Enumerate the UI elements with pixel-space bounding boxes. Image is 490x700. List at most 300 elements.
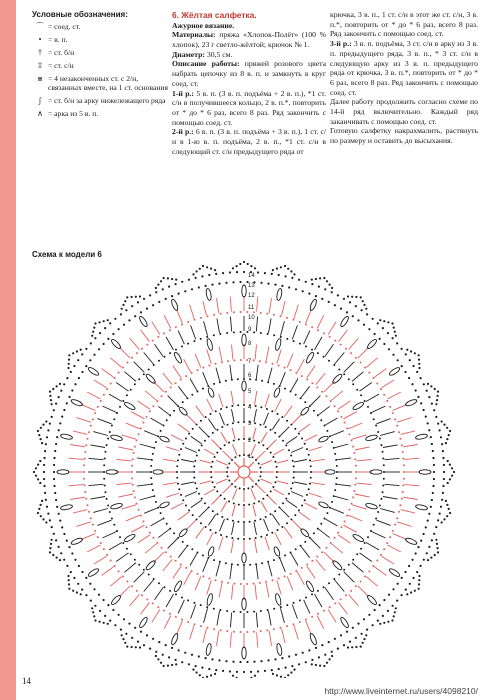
chain-stitch-dot: [85, 577, 87, 579]
chain-stitch-dot: [280, 627, 282, 629]
chain-stitch-dot: [83, 478, 85, 480]
row1-paragraph: [172, 89, 326, 128]
cluster-stitch-mark: [205, 643, 212, 656]
chain-stitch-dot: [78, 565, 80, 567]
chain-stitch-dot: [55, 499, 57, 501]
stitch-mark: [232, 428, 235, 440]
stitch-mark: [280, 508, 289, 517]
chain-stitch-dot: [368, 328, 370, 330]
chain-stitch-dot: [277, 529, 279, 531]
chain-stitch-dot: [428, 546, 430, 548]
stitch-mark: [253, 505, 256, 517]
stitch-mark: [349, 594, 359, 605]
chain-stitch-dot: [260, 630, 262, 632]
chain-stitch-dot: [310, 465, 312, 467]
chain-stitch-dot: [271, 410, 273, 412]
chain-stitch-dot: [380, 388, 382, 390]
chain-stitch-dot: [66, 402, 68, 404]
chain-stitch-dot: [226, 312, 228, 314]
chain-stitch-dot: [186, 397, 188, 399]
edge-picot-dot: [68, 363, 70, 365]
chain-stitch-dot: [155, 291, 157, 293]
edge-picot-dot: [418, 367, 420, 369]
edge-picot-dot: [56, 557, 58, 559]
edge-picot-dot: [167, 665, 169, 667]
stitch-mark: [349, 338, 359, 349]
chain-stitch-dot: [237, 378, 239, 380]
chain-stitch-dot: [328, 641, 330, 643]
chain-stitch-dot: [43, 471, 45, 473]
chain-stitch-dot: [87, 504, 89, 506]
chain-stitch-dot: [331, 651, 333, 653]
chain-stitch-dot: [136, 352, 138, 354]
chain-stitch-dot: [286, 604, 288, 606]
stitch-mark: [287, 354, 293, 368]
edge-picot-dot: [395, 607, 397, 609]
chain-stitch-dot: [138, 564, 140, 566]
chain-stitch-dot: [54, 450, 56, 452]
edge-picot-dot: [38, 434, 40, 436]
chain-stitch-dot: [56, 506, 58, 508]
chain-stitch-dot: [298, 433, 300, 435]
chain-stitch-dot: [313, 532, 315, 534]
chain-stitch-dot: [334, 537, 336, 539]
chain-stitch-dot: [97, 536, 99, 538]
edge-picot-dot: [427, 559, 429, 561]
chain-stitch-dot: [379, 438, 381, 440]
cluster-stitch-mark: [415, 504, 428, 511]
chain-stitch-dot: [377, 322, 379, 324]
chain-stitch-dot: [122, 367, 124, 369]
chain-stitch-dot: [186, 545, 188, 547]
chain-stitch-dot: [153, 447, 155, 449]
chain-stitch-dot: [118, 372, 120, 374]
chain-stitch-dot: [213, 608, 215, 610]
chain-stitch-dot: [349, 509, 351, 511]
chain-stitch-dot: [363, 324, 365, 326]
chain-stitch-dot: [328, 582, 330, 584]
stitch-mark: [207, 399, 213, 412]
stitch-mark: [178, 512, 189, 520]
chain-stitch-dot: [348, 378, 350, 380]
stitch-mark: [77, 418, 91, 423]
chain-stitch-dot: [320, 419, 322, 421]
article-column-2: [330, 10, 478, 146]
chain-stitch-dot: [293, 602, 295, 604]
chain-stitch-dot: [265, 426, 267, 428]
chain-stitch-dot: [246, 631, 248, 633]
chain-stitch-dot: [149, 532, 151, 534]
stitch-mark: [388, 545, 401, 552]
stitch-mark: [294, 482, 307, 485]
stitch-mark: [216, 368, 220, 382]
chain-stitch-dot: [238, 504, 240, 506]
chain-stitch-dot: [210, 476, 212, 478]
chain-stitch-dot: [286, 317, 288, 319]
chain-stitch-dot: [333, 447, 335, 449]
chain-stitch-dot: [290, 391, 292, 393]
chain-stitch-dot: [188, 433, 190, 435]
chain-stitch-dot: [387, 332, 389, 334]
chain-stitch-dot: [428, 396, 430, 398]
stitch-mark: [335, 496, 349, 500]
chain-stitch-dot: [146, 634, 148, 636]
chain-stitch-dot: [227, 518, 229, 520]
chain-stitch-dot: [163, 610, 165, 612]
work-label: Описание работы:: [172, 59, 240, 69]
chain-stitch-dot: [180, 379, 182, 381]
stitch-mark: [233, 489, 238, 500]
stitch-mark: [377, 520, 391, 525]
cluster-stitch-mark: [276, 288, 283, 301]
edge-picot-dot: [42, 424, 44, 426]
chain-stitch-dot: [337, 532, 339, 534]
stitch-mark: [299, 512, 310, 520]
stitch-mark: [203, 629, 207, 644]
chain-stitch-dot: [437, 423, 439, 425]
chain-stitch-dot: [161, 547, 163, 549]
edge-picot-dot: [72, 590, 74, 592]
chain-stitch-dot: [290, 455, 292, 457]
stitch-mark: [277, 580, 281, 594]
single-crochet-symbol-icon: †: [38, 48, 42, 57]
stitch-mark: [166, 447, 179, 451]
stitch-mark: [352, 435, 366, 439]
stitch-mark: [266, 347, 269, 362]
chain-stitch-dot: [53, 457, 55, 459]
chain-stitch-dot: [417, 396, 419, 398]
chain-stitch-dot: [74, 383, 76, 385]
chain-stitch-dot: [240, 631, 242, 633]
chain-stitch-dot: [237, 404, 239, 406]
stitch-mark: [200, 460, 212, 463]
chain-stitch-dot: [355, 477, 357, 479]
chain-stitch-dot: [143, 422, 145, 424]
edge-picot-dot: [49, 395, 51, 397]
chain-stitch-dot: [382, 485, 384, 487]
chain-stitch-dot: [259, 582, 261, 584]
chain-stitch-dot: [317, 414, 319, 416]
edge-picot-dot: [250, 677, 252, 678]
chain-stitch-dot: [253, 611, 255, 613]
stitch-mark: [348, 423, 362, 429]
stitch-mark: [309, 493, 322, 497]
chain-stitch-dot: [265, 516, 267, 518]
chain-stitch-dot: [258, 500, 260, 502]
stitch-mark: [119, 447, 134, 450]
chain-stitch-dot: [122, 576, 124, 578]
chain-stitch-dot: [337, 410, 339, 412]
chain-stitch-dot: [243, 378, 245, 380]
edge-picot-dot: [99, 321, 101, 323]
chain-stitch-dot: [259, 475, 261, 477]
chain-stitch-dot: [200, 604, 202, 606]
chain-stitch-dot: [298, 279, 300, 281]
edge-picot-dot: [406, 349, 408, 351]
chain-stitch-dot: [109, 511, 111, 513]
chain-stitch-dot: [286, 522, 288, 524]
chain-stitch-dot: [227, 360, 229, 362]
chain-stitch-dot: [227, 475, 229, 477]
chain-stitch-dot: [243, 421, 245, 423]
chain-stitch-dot: [114, 318, 116, 320]
chain-stitch-dot: [379, 505, 381, 507]
chain-stitch-dot: [252, 486, 254, 488]
chain-stitch-dot: [90, 342, 92, 344]
stitch-mark: [216, 461, 227, 466]
chain-stitch-dot: [239, 487, 241, 489]
chain-stitch-dot: [58, 513, 60, 515]
stitch-mark: [155, 588, 164, 600]
chain-stitch-dot: [171, 295, 173, 297]
chain-stitch-dot: [311, 349, 313, 351]
chain-stitch-dot: [200, 338, 202, 340]
edge-picot-dot: [319, 277, 321, 279]
stitch-mark: [221, 501, 227, 511]
chain-stitch-dot: [191, 394, 193, 396]
chain-stitch-dot: [440, 506, 442, 508]
chain-stitch-dot: [343, 298, 345, 300]
chain-stitch-dot: [310, 477, 312, 479]
chain-stitch-dot: [308, 488, 310, 490]
chain-stitch-dot: [397, 359, 399, 361]
chain-stitch-dot: [311, 326, 313, 328]
stitch-mark: [140, 496, 154, 500]
chain-stitch-dot: [240, 311, 242, 313]
chain-stitch-dot: [207, 627, 209, 629]
stitch-mark: [357, 483, 372, 484]
chain-stitch-dot: [191, 654, 193, 656]
row-number-label: 1: [248, 454, 252, 460]
chain-stitch-dot: [366, 313, 368, 315]
chain-stitch-dot: [99, 610, 101, 612]
chain-stitch-dot: [105, 451, 107, 453]
cluster-stitch-mark: [178, 528, 188, 538]
chain-stitch-dot: [164, 356, 166, 358]
edge-picot-dot: [418, 363, 420, 365]
stitch-mark: [273, 489, 283, 495]
chain-stitch-dot: [233, 631, 235, 633]
edge-picot-dot: [68, 579, 70, 581]
edge-picot-dot: [122, 638, 124, 640]
chain-stitch-dot: [182, 401, 184, 403]
row-number-label: 2: [248, 438, 252, 444]
chain-stitch-dot: [321, 551, 323, 553]
chain-stitch-dot: [443, 464, 445, 466]
chain-stitch-dot: [143, 520, 145, 522]
edge-picot-dot: [157, 284, 159, 286]
edge-picot-dot: [49, 551, 51, 553]
chain-stitch-dot: [229, 271, 231, 273]
chain-stitch-dot: [433, 409, 435, 411]
edge-picot-dot: [323, 665, 325, 667]
chain-stitch-dot: [439, 513, 441, 515]
chain-stitch-dot: [433, 478, 435, 480]
stitch-mark: [232, 409, 235, 422]
chain-stitch-dot: [63, 383, 65, 385]
chain-stitch-dot: [295, 548, 297, 550]
chain-stitch-dot: [239, 661, 241, 663]
chain-stitch-dot: [152, 453, 154, 455]
chain-stitch-dot: [311, 382, 313, 384]
chain-stitch-dot: [213, 628, 215, 630]
chain-stitch-dot: [364, 576, 366, 578]
edge-picot-dot: [394, 331, 396, 333]
chain-stitch-dot: [233, 583, 235, 585]
edge-picot-dot: [37, 478, 39, 480]
edge-picot-dot: [449, 512, 451, 514]
chain-stitch-dot: [324, 425, 326, 427]
chain-stitch-dot: [259, 360, 261, 362]
chain-stitch-dot: [88, 431, 90, 433]
arc-5ch-symbol-icon: ∧: [37, 108, 43, 118]
chain-stitch-dot: [267, 333, 269, 335]
stitch-mark: [291, 492, 303, 497]
stitch-mark: [232, 585, 233, 600]
legend-text: = соед. ст.: [48, 22, 81, 31]
chain-stitch-dot: [305, 346, 307, 348]
cluster-stitch-mark: [123, 533, 136, 543]
chain-stitch-dot: [337, 294, 339, 296]
stitch-mark: [200, 481, 212, 484]
stitch-mark: [291, 553, 298, 565]
chain-stitch-dot: [222, 670, 224, 672]
chain-stitch-dot: [104, 327, 106, 329]
chain-stitch-dot: [352, 315, 354, 317]
chain-stitch-dot: [97, 406, 99, 408]
chain-stitch-dot: [306, 494, 308, 496]
edge-picot-dot: [76, 350, 78, 352]
chain-stitch-dot: [348, 564, 350, 566]
edge-picot-dot: [446, 504, 448, 506]
chain-stitch-dot: [442, 485, 444, 487]
chain-stitch-dot: [100, 400, 102, 402]
stitch-mark: [251, 489, 256, 500]
chain-stitch-dot: [221, 361, 223, 363]
chain-stitch-dot: [119, 406, 121, 408]
chain-stitch-dot: [293, 477, 295, 479]
stitch-mark: [89, 458, 104, 459]
chain-stitch-dot: [239, 455, 241, 457]
chain-stitch-dot: [99, 332, 101, 334]
chain-stitch-dot: [109, 431, 111, 433]
chain-stitch-dot: [46, 436, 48, 438]
stitch-mark: [256, 365, 258, 379]
chain-stitch-dot: [308, 293, 310, 295]
chain-stitch-dot: [252, 456, 254, 458]
chain-stitch-dot: [149, 648, 151, 650]
stitch-mark: [316, 373, 326, 385]
chain-stitch-dot: [320, 523, 322, 525]
stitch-mark: [297, 572, 304, 585]
stitch-mark: [403, 497, 418, 499]
chain-stitch-dot: [238, 438, 240, 440]
chain-stitch-dot: [227, 467, 229, 469]
edge-picot-dot: [124, 642, 126, 644]
cluster-stitch-mark: [242, 285, 246, 297]
chain-stitch-dot: [376, 383, 378, 385]
chain-stitch-dot: [428, 513, 430, 515]
edge-picot-dot: [363, 304, 365, 306]
chain-stitch-dot: [360, 362, 362, 364]
chain-stitch-dot: [253, 440, 255, 442]
stitch-mark: [266, 583, 269, 598]
chain-stitch-dot: [63, 533, 65, 535]
work-text: пряжей розового цвета набрать цепочку из 8 в. п. и замкнуть в круг соед. ст.: [172, 59, 326, 88]
chain-stitch-dot: [379, 604, 381, 606]
cluster-stitch-mark: [365, 503, 378, 510]
chain-stitch-dot: [193, 477, 195, 479]
stitch-mark: [331, 431, 344, 436]
chain-stitch-dot: [253, 631, 255, 633]
chain-stitch-dot: [375, 425, 377, 427]
chain-stitch-dot: [201, 275, 203, 277]
chain-stitch-dot: [355, 585, 357, 587]
chain-stitch-dot: [260, 312, 262, 314]
chain-stitch-dot: [106, 444, 108, 446]
stitch-mark: [109, 543, 122, 551]
chain-stitch-dot: [148, 369, 150, 371]
chain-stitch-dot: [243, 404, 245, 406]
chain-stitch-dot: [106, 554, 108, 556]
chain-stitch-dot: [402, 484, 404, 486]
stitch-mark: [275, 533, 281, 546]
chain-stitch-dot: [169, 528, 171, 530]
stitch-mark: [275, 399, 281, 412]
chain-stitch-dot: [53, 409, 55, 411]
edge-picot-dot: [124, 300, 126, 302]
legend-row: [32, 96, 172, 106]
stitch-mark: [190, 305, 195, 319]
cluster-stitch-mark: [388, 366, 400, 376]
stitch-mark: [216, 479, 227, 484]
chain-stitch-dot: [191, 288, 193, 290]
chain-stitch-dot: [380, 498, 382, 500]
chain-stitch-dot: [188, 279, 190, 281]
chain-stitch-dot: [49, 519, 51, 521]
chain-stitch-dot: [71, 389, 73, 391]
stitch-mark: [256, 317, 257, 332]
chain-stitch-dot: [128, 623, 130, 625]
chain-stitch-dot: [309, 483, 311, 485]
cluster-stitch-mark: [206, 338, 213, 351]
stitch-mark: [234, 476, 240, 482]
chain-stitch-dot: [272, 579, 274, 581]
chain-stitch-dot: [255, 563, 257, 565]
chain-stitch-dot: [215, 669, 217, 671]
chain-stitch-dot: [431, 443, 433, 445]
chain-stitch-dot: [228, 442, 230, 444]
edge-picot-dot: [232, 267, 234, 269]
stitch-mark: [230, 565, 232, 579]
stitch-mark: [325, 418, 337, 425]
chain-stitch-dot: [280, 606, 282, 608]
stitch-mark: [377, 419, 391, 424]
chain-stitch-dot: [357, 623, 359, 625]
stitch-mark: [141, 330, 150, 342]
edge-picot-dot: [383, 320, 385, 322]
chain-stitch-dot: [136, 503, 138, 505]
chain-stitch-dot: [59, 422, 61, 424]
chain-stitch-dot: [413, 577, 415, 579]
chain-stitch-dot: [441, 443, 443, 445]
chain-stitch-dot: [109, 322, 111, 324]
chain-stitch-dot: [274, 658, 276, 660]
stitch-mark: [328, 609, 336, 622]
chain-stitch-dot: [288, 655, 290, 657]
edge-picot-dot: [196, 270, 198, 272]
edge-picot-dot: [446, 427, 448, 429]
